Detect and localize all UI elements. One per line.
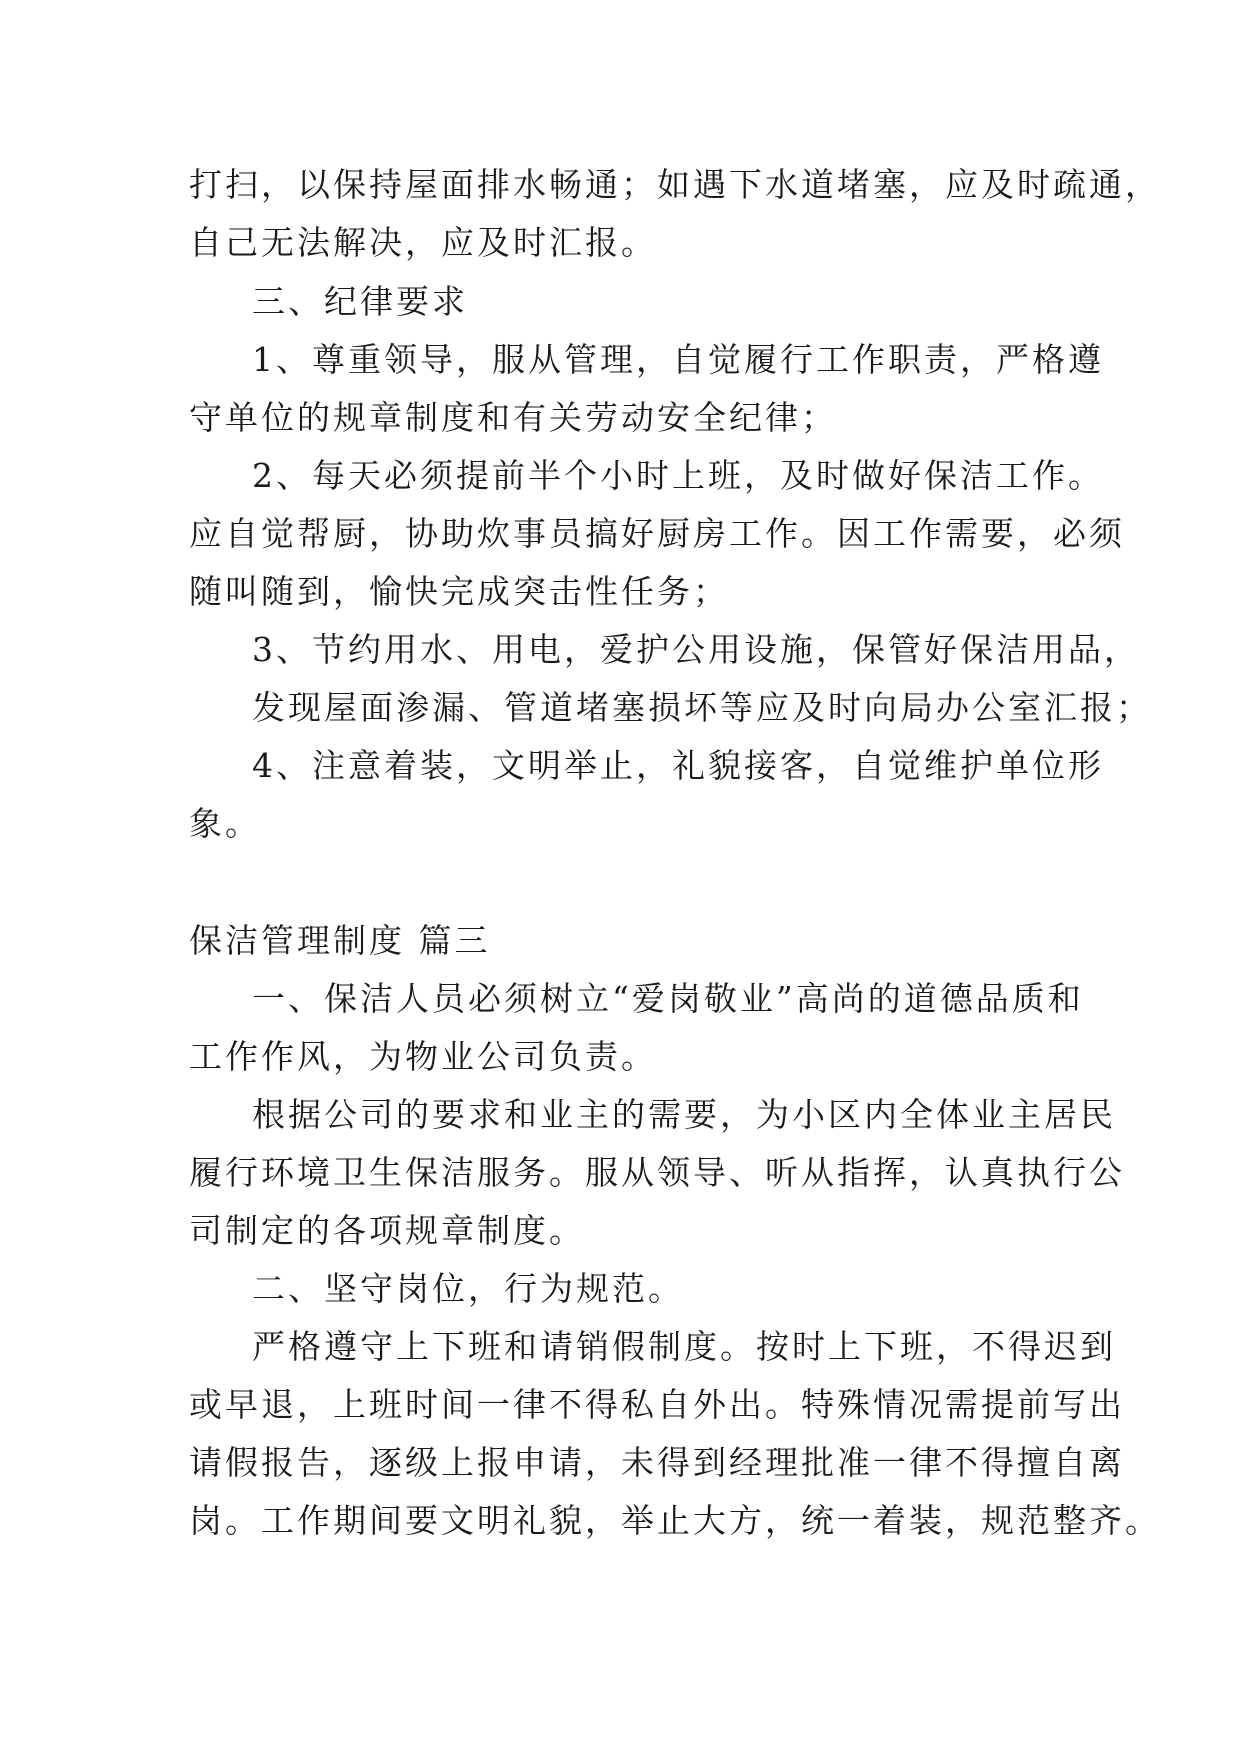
paragraph-line: 1、尊重领导，服从管理，自觉履行工作职责，严格遵 <box>252 340 1104 379</box>
paragraph-line: 象。 <box>189 804 261 843</box>
paragraph-line: 3、节约用水、用电，爱护公用设施，保管好保洁用品， <box>252 630 1140 669</box>
paragraph-line: 请假报告，逐级上报申请，未得到经理批准一律不得擅自离 <box>189 1443 1125 1482</box>
paragraph-line: 根据公司的要求和业主的需要，为小区内全体业主居民 <box>252 1095 1116 1134</box>
paragraph-line: 岗。工作期间要文明礼貌，举止大方，统一着装，规范整齐。 <box>189 1501 1161 1540</box>
paragraph-line: 发现屋面渗漏、管道堵塞损坏等应及时向局办公室汇报； <box>252 688 1152 727</box>
paragraph-line: 4、注意着装，文明举止，礼貌接客，自觉维护单位形 <box>252 746 1104 785</box>
paragraph-line: 应自觉帮厨，协助炊事员搞好厨房工作。因工作需要，必须 <box>189 514 1125 553</box>
paragraph-line: 随叫随到，愉快完成突击性任务； <box>189 572 729 611</box>
paragraph-line: 一、保洁人员必须树立“爱岗敬业”高尚的道德品质和 <box>252 979 1084 1018</box>
paragraph-line: 工作作风，为物业公司负责。 <box>189 1037 657 1076</box>
section-heading: 三、纪律要求 <box>252 282 468 321</box>
section-heading: 二、坚守岗位，行为规范。 <box>252 1269 684 1308</box>
paragraph-line: 守单位的规章制度和有关劳动安全纪律； <box>189 398 837 437</box>
paragraph-line: 履行环境卫生保洁服务。服从领导、听从指挥，认真执行公 <box>189 1153 1125 1192</box>
paragraph-line: 2、每天必须提前半个小时上班，及时做好保洁工作。 <box>252 456 1104 495</box>
paragraph-line: 或早退，上班时间一律不得私自外出。特殊情况需提前写出 <box>189 1385 1125 1424</box>
paragraph-line: 自己无法解决，应及时汇报。 <box>189 223 657 262</box>
paragraph-line: 司制定的各项规章制度。 <box>189 1211 585 1250</box>
paragraph-line: 严格遵守上下班和请销假制度。按时上下班，不得迟到 <box>252 1327 1116 1366</box>
paragraph-line: 打扫，以保持屋面排水畅通；如遇下水道堵塞，应及时疏通， <box>189 165 1161 204</box>
section-title: 保洁管理制度 篇三 <box>189 921 491 960</box>
